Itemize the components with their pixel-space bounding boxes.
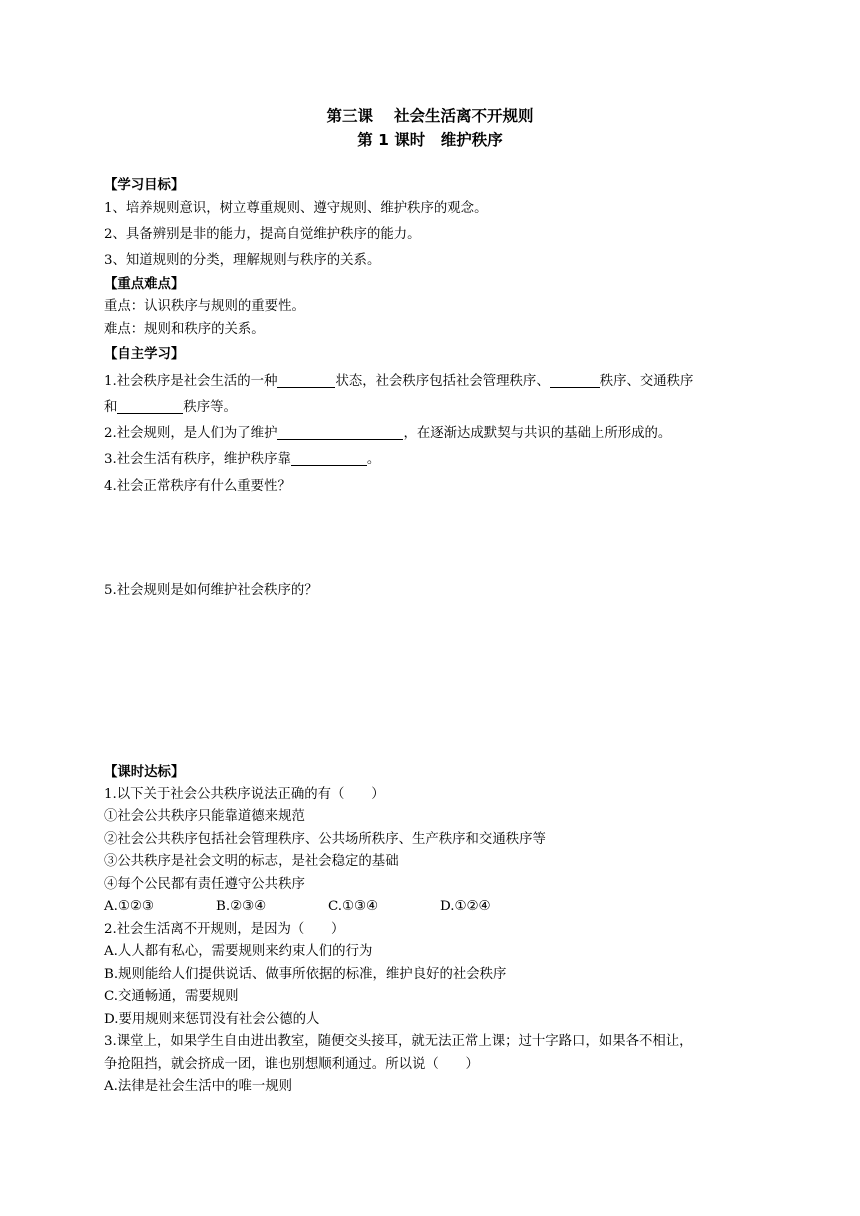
q1-blank-2[interactable] [550,373,600,388]
practice-q3-option-a[interactable]: A.法律是社会生活中的唯一规则 [104,1079,293,1094]
q2-text-b: ，在逐渐达成默契与共识的基础上所形成的。 [403,426,672,441]
practice-q1-option-d[interactable]: D.①②④ [440,899,491,914]
q1-text-b: 状态，社会秩序包括社会管理秩序、 [335,374,550,389]
practice-q2-option-a[interactable]: A.人人都有私心，需要规则来约束人们的行为 [104,944,373,959]
objective-item: 1、培养规则意识，树立尊重规则、遵守规则、维护秩序的观念。 [104,201,488,216]
practice-q1-statement: ②社会公共秩序包括社会管理秩序、公共场所秩序、生产秩序和交通秩序等 [104,832,546,847]
practice-heading: 【课时达标】 [104,765,185,780]
practice-q2-stem: 2.社会生活离不开规则，是因为（ ） [104,922,345,937]
q2-blank[interactable] [277,425,403,440]
practice-q2-option-c[interactable]: C.交通畅通，需要规则 [104,989,239,1004]
practice-q1-option-a[interactable]: A.①②③ [104,899,154,914]
objectives-heading: 【学习目标】 [104,178,185,193]
practice-q1-stem: 1.以下关于社会公共秩序说法正确的有（ ） [104,787,385,802]
self-study-q2 [104,425,671,443]
practice-q1-statement: ①社会公共秩序只能靠道德来规范 [104,809,305,824]
lesson-title: 第三课 社会生活离不开规则 [326,107,534,125]
self-study-q5: 5.社会规则是如何维护社会秩序的？ [104,583,318,598]
q1-blank-3[interactable] [117,399,183,414]
q1-text-e: 秩序等。 [183,400,237,415]
practice-q3-stem-line1: 3.课堂上，如果学生自由进出教室，随便交头接耳，就无法正常上课；过十字路口，如果各不相让， [104,1034,693,1049]
key-points-heading: 【重点难点】 [104,277,185,292]
self-study-q1-line2 [104,399,237,417]
objective-item: 3、知道规则的分类，理解规则与秩序的关系。 [104,253,381,268]
q1-blank-1[interactable] [277,373,335,388]
objective-item: 2、具备辨别是非的能力，提高自觉维护秩序的能力。 [104,227,421,242]
practice-q1-statement: ④每个公民都有责任遵守公共秩序 [104,877,305,892]
practice-q2-option-d[interactable]: D.要用规则来惩罚没有社会公德的人 [104,1012,320,1027]
practice-q1-option-c[interactable]: C.①③④ [328,899,379,914]
practice-q1-option-b[interactable]: B.②③④ [216,899,267,914]
practice-q1-options [104,898,491,916]
self-study-q3 [104,451,380,469]
q3-text-b: 。 [366,452,381,467]
self-study-heading: 【自主学习】 [104,347,185,362]
q3-blank[interactable] [291,451,367,466]
practice-q1-statement: ③公共秩序是社会文明的标志，是社会稳定的基础 [104,854,399,869]
self-study-q4: 4.社会正常秩序有什么重要性？ [104,479,291,494]
focus-text: 重点：认识秩序与规则的重要性。 [104,299,305,314]
practice-q2-option-b[interactable]: B.规则能给人们提供说话、做事所依据的标准，维护良好的社会秩序 [104,967,507,982]
difficulty-text: 难点：规则和秩序的关系。 [104,322,265,337]
q2-text-a: 2.社会规则，是人们为了维护 [104,426,278,441]
self-study-q1-line1 [104,373,693,391]
practice-q3-stem-line2: 争抢阻挡，就会挤成一团，谁也别想顺利通过。所以说（ ） [104,1057,479,1072]
lesson-subtitle: 第 1 课时 维护秩序 [357,131,503,149]
q1-text-c: 秩序、交通秩序 [599,374,694,389]
q1-text-d: 和 [104,400,118,415]
q1-text-a: 1.社会秩序是社会生活的一种 [104,374,278,389]
q3-text-a: 3.社会生活有秩序，维护秩序靠 [104,452,291,467]
